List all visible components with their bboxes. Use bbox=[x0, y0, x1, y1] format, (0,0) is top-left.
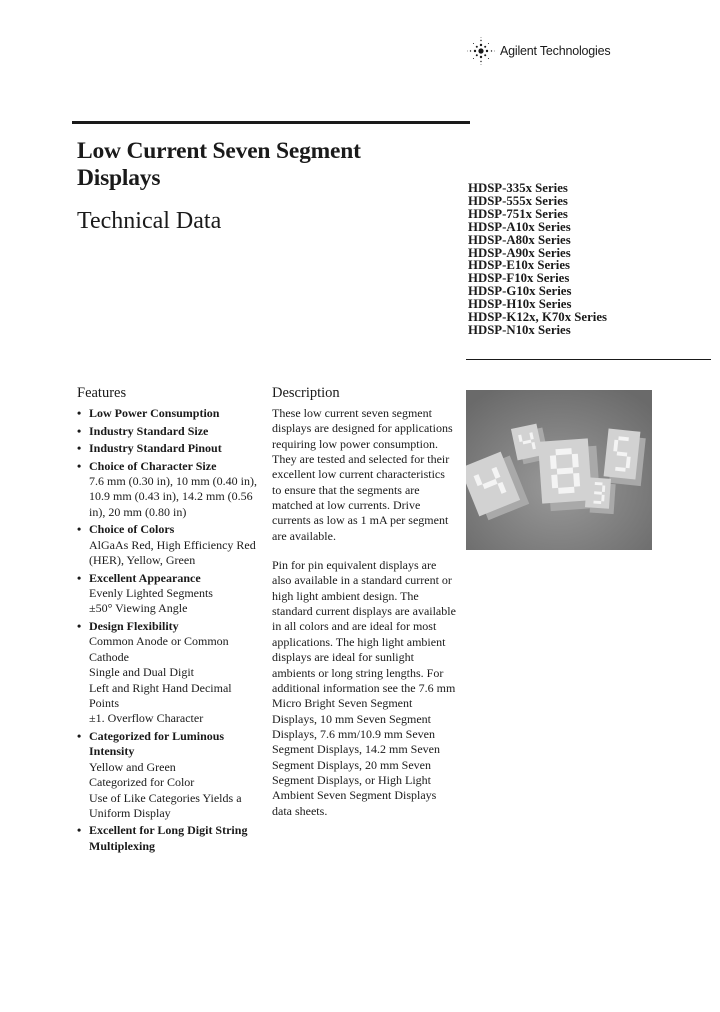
feature-title: Excellent for Long Digit String Multiplexing bbox=[89, 823, 248, 853]
feature-title: Categorized for Luminous Intensity bbox=[89, 728, 225, 759]
description-paragraph: These low current seven segment displays are designed for applications requiring low power consumption. They are tested and selected for their excellent low current characteristics to ensure that the segments are matched at low currents. Drive currents as low as 1 mA per segment are available. bbox=[272, 406, 453, 543]
feature-item bbox=[77, 522, 262, 568]
feature-item bbox=[77, 571, 262, 617]
series-item: HDSP-G10x Series bbox=[468, 284, 572, 299]
feature-title: Choice of Colors bbox=[89, 522, 175, 537]
feature-detail: Single and Dual Digit bbox=[89, 665, 194, 680]
title-line-1: Low Current Seven Segment bbox=[77, 138, 361, 164]
description-heading: Description bbox=[272, 385, 340, 401]
feature-item bbox=[77, 619, 262, 727]
features-section bbox=[77, 384, 262, 856]
display-segment bbox=[558, 487, 574, 494]
display-segment bbox=[573, 473, 580, 487]
display-segment bbox=[594, 491, 602, 494]
feature-detail: Common Anode or Common Cathode bbox=[89, 634, 229, 664]
feature-detail: ±1. Overflow Character bbox=[89, 711, 204, 726]
bullet-marker: • bbox=[77, 728, 82, 743]
series-item: HDSP-N10x Series bbox=[468, 322, 571, 337]
series-item: HDSP-A80x Series bbox=[468, 232, 571, 247]
features-heading: Features bbox=[77, 385, 127, 401]
feature-title: Excellent Appearance bbox=[89, 570, 201, 585]
description-body bbox=[272, 406, 456, 819]
series-item: HDSP-A90x Series bbox=[468, 245, 571, 260]
company-name: Agilent Technologies bbox=[500, 44, 611, 58]
feature-title: Choice of Character Size bbox=[89, 458, 217, 473]
bullet-marker: • bbox=[77, 618, 82, 633]
feature-item bbox=[77, 823, 262, 854]
display-segment bbox=[557, 467, 573, 474]
feature-item bbox=[77, 406, 262, 422]
feature-item bbox=[77, 441, 262, 457]
document-subtitle: Technical Data bbox=[77, 208, 222, 234]
feature-title: Low Power Consumption bbox=[89, 406, 220, 420]
series-item: HDSP-F10x Series bbox=[468, 271, 570, 286]
feature-detail: 7.6 mm (0.30 in), 10 mm (0.40 in), 10.9 mm (0.43 in), 14.2 mm (0.56 in), 20 mm (0.80 in) bbox=[89, 474, 257, 519]
feature-item bbox=[77, 459, 262, 521]
header-rule bbox=[72, 121, 470, 124]
series-item: HDSP-K12x, K70x Series bbox=[468, 310, 607, 325]
product-photo bbox=[466, 390, 652, 550]
features-list bbox=[77, 406, 262, 854]
bullet-marker: • bbox=[77, 823, 82, 838]
feature-title: Design Flexibility bbox=[89, 618, 179, 633]
bullet-marker: • bbox=[77, 406, 82, 420]
title-line-2: Displays bbox=[77, 165, 161, 191]
series-item: HDSP-335x Series bbox=[468, 181, 568, 195]
description-section bbox=[272, 384, 456, 833]
display-segment bbox=[601, 495, 604, 502]
bullet-marker: • bbox=[77, 423, 82, 438]
bullet-marker: • bbox=[77, 458, 82, 473]
series-item: HDSP-E10x Series bbox=[468, 258, 571, 273]
document-title bbox=[77, 138, 361, 192]
bullet-marker: • bbox=[77, 570, 82, 585]
series-list bbox=[468, 182, 607, 337]
series-item: HDSP-H10x Series bbox=[468, 297, 572, 312]
bullet-marker: • bbox=[77, 522, 82, 537]
series-item: HDSP-A10x Series bbox=[468, 219, 571, 234]
agilent-spark-icon bbox=[466, 36, 496, 66]
display-segment bbox=[595, 482, 603, 485]
display-segment bbox=[572, 454, 579, 468]
feature-detail: Categorized for Color bbox=[89, 775, 195, 790]
display-photo-image bbox=[466, 390, 652, 550]
feature-title: Industry Standard Pinout bbox=[89, 441, 222, 455]
feature-detail: Evenly Lighted Segments bbox=[89, 586, 213, 601]
display-segment bbox=[550, 455, 557, 469]
bullet-marker: • bbox=[77, 441, 82, 455]
description-paragraph: Pin for pin equivalent displays are also available in a standard current or high light ambient design. The standard current displays are available in all colors and are ideal for most applications. The high light ambient displays are ideal for sunlight ambients or long string lengths. For additional information see the 7.6 mm Micro Bright Seven Segment Displays, 10 mm Seven Segment Displays, 7.6 mm/10.9 mm Seven Segment Displays, 14.2 mm Seven Segment Displays, 20 mm Seven Segment Displays, or High Light Ambient Seven Segment Displays data sheets. bbox=[272, 558, 456, 818]
display-segment bbox=[555, 448, 571, 455]
display-segment bbox=[593, 501, 601, 504]
feature-detail: AlGaAs Red, High Efficiency Red (HER), Yellow, Green bbox=[89, 537, 256, 568]
feature-title: Industry Standard Size bbox=[89, 423, 209, 438]
display-segment bbox=[551, 475, 558, 489]
feature-item bbox=[77, 729, 262, 822]
feature-detail: Yellow and Green bbox=[89, 759, 176, 774]
series-rule bbox=[466, 359, 711, 360]
feature-item bbox=[77, 424, 262, 440]
company-logo bbox=[466, 36, 610, 66]
feature-detail: ±50° Viewing Angle bbox=[89, 601, 188, 616]
feature-detail: Left and Right Hand Decimal Points bbox=[89, 680, 232, 710]
feature-detail: Use of Like Categories Yields a Uniform Display bbox=[89, 790, 242, 820]
series-item: HDSP-555x Series bbox=[468, 193, 568, 208]
series-item: HDSP-751x Series bbox=[468, 206, 568, 221]
display-segment bbox=[602, 485, 605, 492]
